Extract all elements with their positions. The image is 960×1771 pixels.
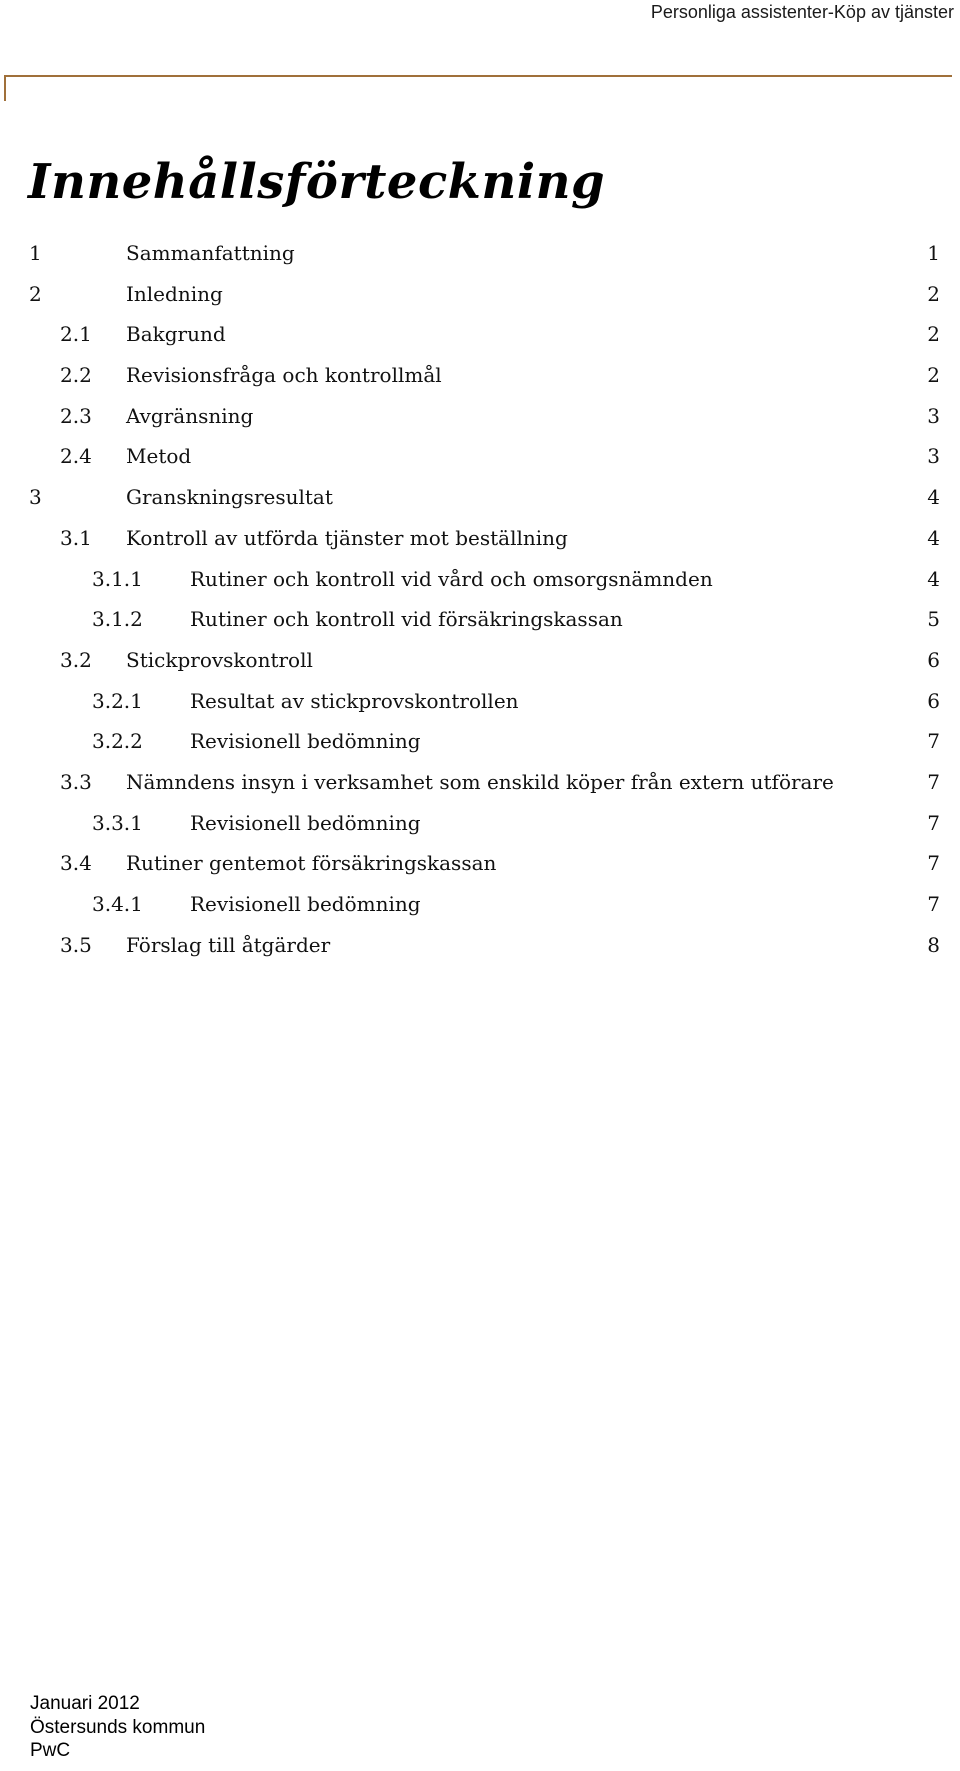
toc-entry-number: 3.1 [60,525,92,550]
toc-entry-text[interactable]: Nämndens insyn i verksamhet som enskild köper från extern utförare [126,769,834,794]
toc-entry[interactable] [0,314,960,355]
toc-entry[interactable] [0,355,960,396]
toc-entry-number: 3.2.2 [92,729,143,754]
toc-entry-text[interactable]: Rutiner och kontroll vid försäkringskassan [190,607,623,632]
toc-entry[interactable] [0,681,960,722]
toc-entry-page: 4 [927,525,940,550]
toc-entry-number: 3.2.1 [92,688,143,713]
toc-entry[interactable] [0,599,960,640]
toc-entry[interactable] [0,477,960,518]
toc-entry-page: 2 [927,281,940,306]
toc-entry-text[interactable]: Granskningsresultat [126,485,333,510]
toc-entry[interactable] [0,762,960,803]
header-rule-tick [4,75,6,101]
toc-entry[interactable] [0,396,960,437]
toc-entry-page: 6 [927,647,940,672]
toc-entry-number: 1 [29,241,42,265]
toc-entry[interactable] [0,721,960,762]
toc-entry-text[interactable]: Revisionsfråga och kontrollmål [126,363,442,388]
toc-entry[interactable] [0,843,960,884]
toc-entry-text[interactable]: Rutiner gentemot försäkringskassan [126,851,497,876]
toc-list [0,233,960,965]
toc-entry-page: 4 [927,485,940,510]
footer-company: PwC [30,1740,71,1761]
toc-entry-page: 7 [927,729,940,754]
toc-entry-number: 3.3.1 [92,810,143,835]
toc-entry[interactable] [0,884,960,925]
running-header-title: Personliga assistenter-Köp av tjänster [650,2,954,22]
toc-entry-text[interactable]: Metod [126,444,192,469]
toc-entry-number: 2 [29,281,42,306]
toc-entry[interactable] [0,518,960,559]
toc-entry-number: 3.3 [60,769,92,794]
toc-title: Innehållsförteckning [28,154,606,210]
header-rule [4,75,952,77]
toc-entry-text[interactable]: Kontroll av utförda tjänster mot beställning [126,525,568,550]
toc-entry-number: 3.1.1 [92,566,143,591]
footer-date: Januari 2012 [30,1693,140,1714]
toc-entry-number: 3.4.1 [92,892,143,916]
toc-entry-number: 2.4 [60,444,92,469]
toc-entry-text[interactable]: Bakgrund [126,322,226,347]
toc-entry[interactable] [0,640,960,681]
toc-entry-number: 3.2 [60,647,92,672]
toc-entry-page: 7 [927,769,940,794]
toc-entry-number: 2.3 [60,403,92,428]
toc-entry[interactable] [0,274,960,315]
toc-entry-page: 3 [927,403,940,428]
toc-entry-text[interactable]: Sammanfattning [126,241,295,265]
toc-entry-text[interactable]: Revisionell bedömning [190,729,421,754]
toc-entry-page: 8 [927,932,940,957]
toc-entry-text[interactable]: Stickprovskontroll [126,647,313,672]
toc-entry-page: 7 [927,851,940,876]
toc-entry-text[interactable]: Rutiner och kontroll vid vård och omsorgsnämnden [190,566,713,591]
toc-entry-text[interactable]: Förslag till åtgärder [126,932,331,957]
toc-entry[interactable] [0,436,960,477]
toc-entry-page: 7 [927,892,940,916]
toc-entry-number: 2.1 [60,322,92,347]
toc-entry-text[interactable]: Revisionell bedömning [190,810,421,835]
toc-entry-number: 3 [29,485,42,510]
toc-entry-page: 7 [927,810,940,835]
toc-entry-page: 3 [927,444,940,469]
toc-entry[interactable] [0,233,960,274]
toc-entry-number: 3.4 [60,851,92,876]
toc-entry-page: 2 [927,363,940,388]
toc-entry[interactable] [0,559,960,600]
toc-entry-page: 6 [927,688,940,713]
toc-entry-number: 3.1.2 [92,607,143,632]
toc-entry-text[interactable]: Resultat av stickprovskontrollen [190,688,519,713]
toc-entry[interactable] [0,925,960,966]
toc-entry-page: 2 [927,322,940,347]
toc-entry-page: 5 [927,607,940,632]
toc-entry-text[interactable]: Avgränsning [126,403,254,428]
toc-entry-number: 2.2 [60,363,92,388]
toc-entry-page: 1 [927,241,940,265]
footer-organization: Östersunds kommun [30,1716,206,1738]
toc-entry[interactable] [0,803,960,844]
toc-entry-text[interactable]: Revisionell bedömning [190,892,421,916]
toc-entry-text[interactable]: Inledning [126,281,223,306]
page-footer [30,1692,205,1763]
toc-entry-number: 3.5 [60,932,92,957]
toc-entry-page: 4 [927,566,940,591]
